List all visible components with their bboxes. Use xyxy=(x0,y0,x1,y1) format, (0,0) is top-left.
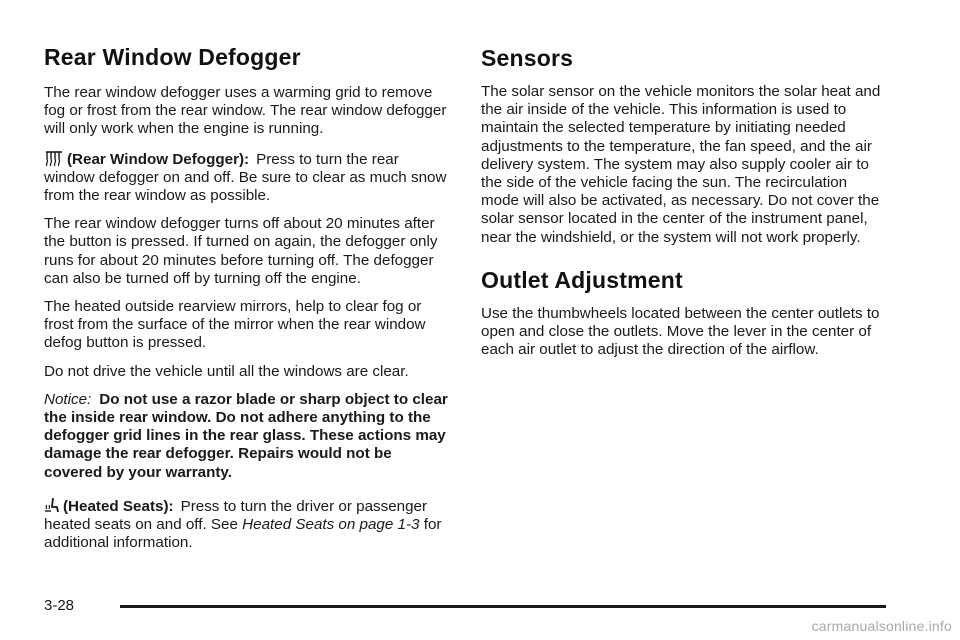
rear-defogger-icon xyxy=(44,149,64,167)
heated-seats-reference[interactable]: Heated Seats on page 1-3 xyxy=(242,516,420,534)
heated-seat-icon xyxy=(44,496,60,514)
right-column xyxy=(481,40,889,359)
notice-paragraph xyxy=(44,391,452,482)
heated-seats-label: (Heated Seats): xyxy=(63,497,174,515)
heated-mirrors-text: The heated outside rearview mirrors, help to clear fog or frost from the surface of the mirror when the rear window defog button is pressed. xyxy=(44,298,426,352)
watermark: carmanualsonline.info xyxy=(811,618,952,634)
defogger-intro: The rear window defogger uses a warming grid to remove fog or frost from the rear window. The rear window defogger will only work when the engine is running. xyxy=(44,84,447,138)
heated-seats-paragraph xyxy=(44,496,452,553)
footer-rule xyxy=(120,605,886,608)
page-footer xyxy=(44,597,886,621)
outlet-adjustment-text: Use the thumbwheels located between the center outlets to open and close the outlets. Move the lever in the center of each air outlet to adjust the direction of the airflow. xyxy=(481,304,880,359)
notice-label: Notice: xyxy=(44,390,92,408)
left-column xyxy=(44,40,452,552)
heated-seats-text-after: for additional information. xyxy=(44,516,442,552)
heated-seats-text: Press to turn the driver or passenger heated seats on and off. See xyxy=(44,497,428,534)
defogger-timer-text: The rear window defogger turns off about 20 minutes after the button is pressed. If turned on again, the defogger only runs for about 20 minutes before turning off. The defogger can also be turned off by turning off the engine. xyxy=(44,215,438,287)
defogger-button-paragraph xyxy=(44,149,452,206)
defogger-button-text: Press to turn the rear window defogger on and off. Be sure to clear as much snow from the rear window as possible. xyxy=(44,150,447,205)
page-number: 3-28 xyxy=(44,597,75,614)
sensors-text: The solar sensor on the vehicle monitors the solar heat and the air inside of the vehicle. This information is used to maintain the selected temperature by initiating needed adjustments to the temperature, the fan speed, and the air delivery system. The system may also supply cooler air to the side of the vehicle facing the sun. The recirculation mode will also be activated, as necessary. Do not cover the solar sensor located in the center of the instrument panel, near the windshield, or the system will not work properly. xyxy=(481,83,881,246)
defogger-button-label: (Rear Window Defogger): xyxy=(67,150,250,168)
clear-windows-text: Do not drive the vehicle until all the windows are clear. xyxy=(44,362,409,380)
notice-text: Do not use a razor blade or sharp object to clear the inside rear window. Do not adhere anything to the defogger grid lines in the rear glass. These actions may damage the rear defogger. Repairs would not be covered by your warranty. xyxy=(44,390,448,481)
outlet-adjustment-heading: Outlet Adjustment xyxy=(481,266,683,293)
rear-window-defogger-heading: Rear Window Defogger xyxy=(44,44,301,70)
sensors-heading: Sensors xyxy=(481,45,574,71)
